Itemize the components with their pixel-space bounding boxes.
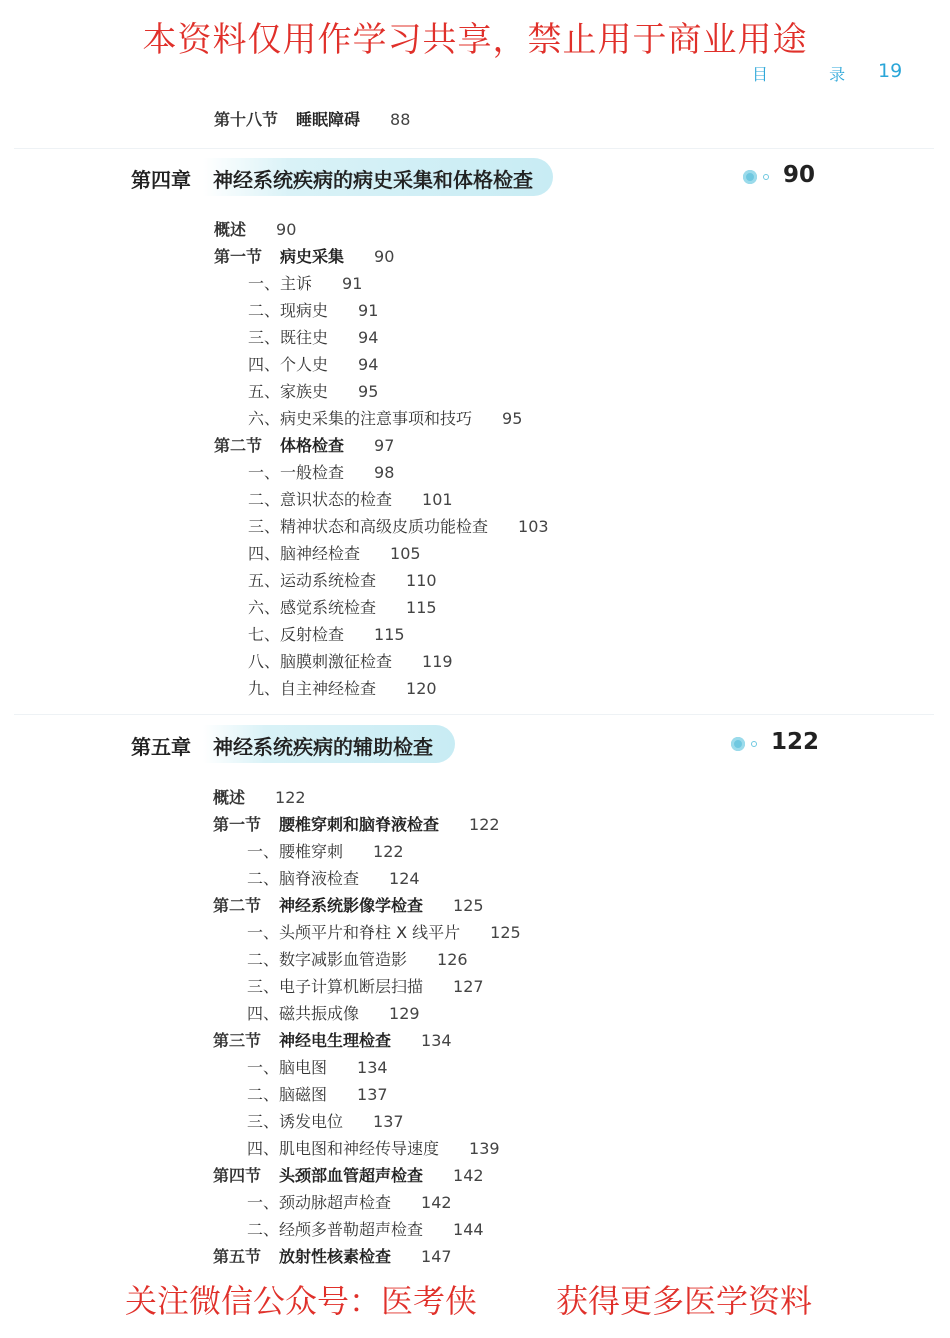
toc-item-entry[interactable] bbox=[248, 652, 453, 672]
item-title: 二、脑脊液检查 bbox=[247, 869, 360, 888]
section-page: 125 bbox=[453, 896, 484, 915]
section-page: 134 bbox=[421, 1031, 452, 1050]
item-title: 七、反射检查 bbox=[248, 625, 345, 644]
item-title: 五、运动系统检查 bbox=[248, 571, 377, 590]
item-title: 二、数字减影血管造影 bbox=[247, 950, 408, 969]
section-code: 第一节 bbox=[214, 247, 263, 266]
toc-section-entry[interactable] bbox=[214, 436, 394, 456]
item-page: 95 bbox=[358, 382, 379, 401]
item-title: 二、脑磁图 bbox=[247, 1085, 328, 1104]
toc-section-entry[interactable] bbox=[213, 896, 484, 916]
section-title: 体格检查 bbox=[280, 436, 345, 455]
item-page: 120 bbox=[406, 679, 437, 698]
chapter-number: 第四章 bbox=[131, 168, 191, 192]
toc-item-entry[interactable] bbox=[247, 869, 420, 889]
section-title: 病史采集 bbox=[280, 247, 345, 266]
item-page: 124 bbox=[389, 869, 420, 888]
entry-title: 概述 bbox=[214, 220, 247, 239]
toc-item-entry[interactable] bbox=[247, 1193, 452, 1213]
toc-item-entry[interactable] bbox=[247, 1139, 500, 1159]
toc-section-entry[interactable] bbox=[213, 815, 500, 835]
item-page: 137 bbox=[357, 1085, 388, 1104]
toc-item-entry[interactable] bbox=[247, 842, 404, 862]
toc-item-entry[interactable] bbox=[248, 409, 522, 429]
item-title: 一、头颅平片和脊柱 X 线平片 bbox=[247, 923, 461, 942]
toc-section-entry[interactable] bbox=[214, 110, 410, 130]
toc-item-entry[interactable] bbox=[247, 977, 484, 997]
item-page: 98 bbox=[374, 463, 395, 482]
item-page: 137 bbox=[373, 1112, 404, 1131]
section-title: 放射性核素检查 bbox=[279, 1247, 392, 1266]
item-page: 95 bbox=[502, 409, 523, 428]
running-head: 目 录 bbox=[752, 65, 874, 84]
entry-title: 概述 bbox=[213, 788, 246, 807]
item-page: 126 bbox=[437, 950, 468, 969]
item-page: 142 bbox=[421, 1193, 452, 1212]
item-page: 94 bbox=[358, 328, 379, 347]
toc-item-entry[interactable] bbox=[248, 328, 378, 348]
item-page: 115 bbox=[406, 598, 437, 617]
item-page: 91 bbox=[342, 274, 363, 293]
toc-item-entry[interactable] bbox=[248, 571, 437, 591]
item-title: 一、一般检查 bbox=[248, 463, 345, 482]
item-page: 94 bbox=[358, 355, 379, 374]
toc-item-entry[interactable] bbox=[248, 598, 437, 618]
item-title: 二、意识状态的检查 bbox=[248, 490, 393, 509]
section-title: 睡眠障碍 bbox=[296, 110, 361, 129]
toc-item-entry[interactable] bbox=[248, 274, 362, 294]
watermark-bottom-right: 获得更多医学资料 bbox=[556, 1282, 813, 1320]
item-page: 110 bbox=[406, 571, 437, 590]
toc-section-entry[interactable] bbox=[213, 1166, 484, 1186]
item-title: 一、脑电图 bbox=[247, 1058, 328, 1077]
item-title: 九、自主神经检查 bbox=[248, 679, 377, 698]
entry-page: 122 bbox=[275, 788, 306, 807]
item-page: 122 bbox=[373, 842, 404, 861]
toc-item-entry[interactable] bbox=[248, 301, 378, 321]
item-title: 一、腰椎穿刺 bbox=[247, 842, 344, 861]
toc-item-entry[interactable] bbox=[248, 679, 437, 699]
section-code: 第四节 bbox=[213, 1166, 262, 1185]
section-title: 头颈部血管超声检查 bbox=[279, 1166, 424, 1185]
watermark-bottom-left: 关注微信公众号：医考侠 bbox=[125, 1282, 478, 1320]
item-page: 127 bbox=[453, 977, 484, 996]
chapter-page: 90 bbox=[783, 162, 816, 188]
item-title: 六、感觉系统检查 bbox=[248, 598, 377, 617]
toc-item-entry[interactable] bbox=[247, 1112, 404, 1132]
item-title: 二、经颅多普勒超声检查 bbox=[247, 1220, 424, 1239]
page-number: 19 bbox=[878, 60, 903, 82]
item-title: 四、肌电图和神经传导速度 bbox=[247, 1139, 440, 1158]
section-code: 第五节 bbox=[213, 1247, 262, 1266]
chapter-number: 第五章 bbox=[131, 735, 191, 759]
watermark-bottom bbox=[0, 1276, 950, 1320]
item-title: 三、诱发电位 bbox=[247, 1112, 344, 1131]
section-page: 88 bbox=[390, 110, 411, 129]
item-page: 101 bbox=[422, 490, 453, 509]
section-code: 第二节 bbox=[213, 896, 262, 915]
item-title: 六、病史采集的注意事项和技巧 bbox=[248, 409, 473, 428]
toc-section-entry[interactable] bbox=[214, 247, 394, 267]
item-title: 三、既往史 bbox=[248, 328, 329, 347]
toc-item-entry[interactable] bbox=[248, 544, 421, 564]
item-title: 四、个人史 bbox=[248, 355, 329, 374]
item-page: 105 bbox=[390, 544, 421, 563]
toc-item-entry[interactable] bbox=[248, 625, 405, 645]
chapter-heading[interactable] bbox=[131, 725, 831, 765]
section-code: 第二节 bbox=[214, 436, 263, 455]
toc-section-entry[interactable] bbox=[213, 1031, 452, 1051]
item-page: 144 bbox=[453, 1220, 484, 1239]
section-title: 神经系统影像学检查 bbox=[279, 896, 424, 915]
toc-item-entry[interactable] bbox=[248, 490, 453, 510]
item-title: 五、家族史 bbox=[248, 382, 329, 401]
item-title: 三、电子计算机断层扫描 bbox=[247, 977, 424, 996]
item-page: 103 bbox=[518, 517, 549, 536]
toc-item-entry[interactable] bbox=[248, 382, 378, 402]
entry-page: 90 bbox=[276, 220, 297, 239]
toc-item-entry[interactable] bbox=[247, 1004, 420, 1024]
item-page: 139 bbox=[469, 1139, 500, 1158]
section-code: 第三节 bbox=[213, 1031, 262, 1050]
item-title: 四、磁共振成像 bbox=[247, 1004, 360, 1023]
toc-item-entry[interactable] bbox=[248, 463, 394, 483]
watermark-top: 本资料仅用作学习共享，禁止用于商业用途 bbox=[142, 20, 808, 60]
toc-overview-entry[interactable] bbox=[214, 220, 296, 240]
toc-item-entry[interactable] bbox=[248, 355, 378, 375]
toc-section-entry[interactable] bbox=[213, 1247, 452, 1267]
item-title: 一、颈动脉超声检查 bbox=[247, 1193, 392, 1212]
section-code: 第十八节 bbox=[214, 110, 279, 129]
toc-item-entry[interactable] bbox=[248, 517, 549, 537]
section-title: 腰椎穿刺和脑脊液检查 bbox=[279, 815, 440, 834]
toc-item-entry[interactable] bbox=[247, 1058, 388, 1078]
item-title: 八、脑膜刺激征检查 bbox=[248, 652, 393, 671]
toc-item-entry[interactable] bbox=[247, 1220, 484, 1240]
item-title: 四、脑神经检查 bbox=[248, 544, 361, 563]
item-title: 三、精神状态和高级皮质功能检查 bbox=[248, 517, 489, 536]
chapter-heading[interactable] bbox=[131, 158, 831, 198]
chapter-title: 神经系统疾病的辅助检查 bbox=[213, 735, 433, 759]
toc-item-entry[interactable] bbox=[247, 950, 468, 970]
chapter-title: 神经系统疾病的病史采集和体格检查 bbox=[213, 168, 533, 192]
item-page: 129 bbox=[389, 1004, 420, 1023]
item-page: 125 bbox=[490, 923, 521, 942]
toc-item-entry[interactable] bbox=[247, 923, 521, 943]
section-code: 第一节 bbox=[213, 815, 262, 834]
section-title: 神经电生理检查 bbox=[279, 1031, 392, 1050]
section-page: 147 bbox=[421, 1247, 452, 1266]
toc-item-entry[interactable] bbox=[247, 1085, 388, 1105]
section-page: 90 bbox=[374, 247, 395, 266]
section-page: 142 bbox=[453, 1166, 484, 1185]
item-title: 二、现病史 bbox=[248, 301, 329, 320]
divider bbox=[14, 148, 934, 149]
item-page: 134 bbox=[357, 1058, 388, 1077]
item-page: 115 bbox=[374, 625, 405, 644]
item-title: 一、主诉 bbox=[248, 274, 313, 293]
divider bbox=[14, 714, 934, 715]
item-page: 119 bbox=[422, 652, 453, 671]
toc-overview-entry[interactable] bbox=[213, 788, 306, 808]
chapter-page: 122 bbox=[771, 729, 820, 755]
item-page: 91 bbox=[358, 301, 379, 320]
section-page: 97 bbox=[374, 436, 395, 455]
section-page: 122 bbox=[469, 815, 500, 834]
